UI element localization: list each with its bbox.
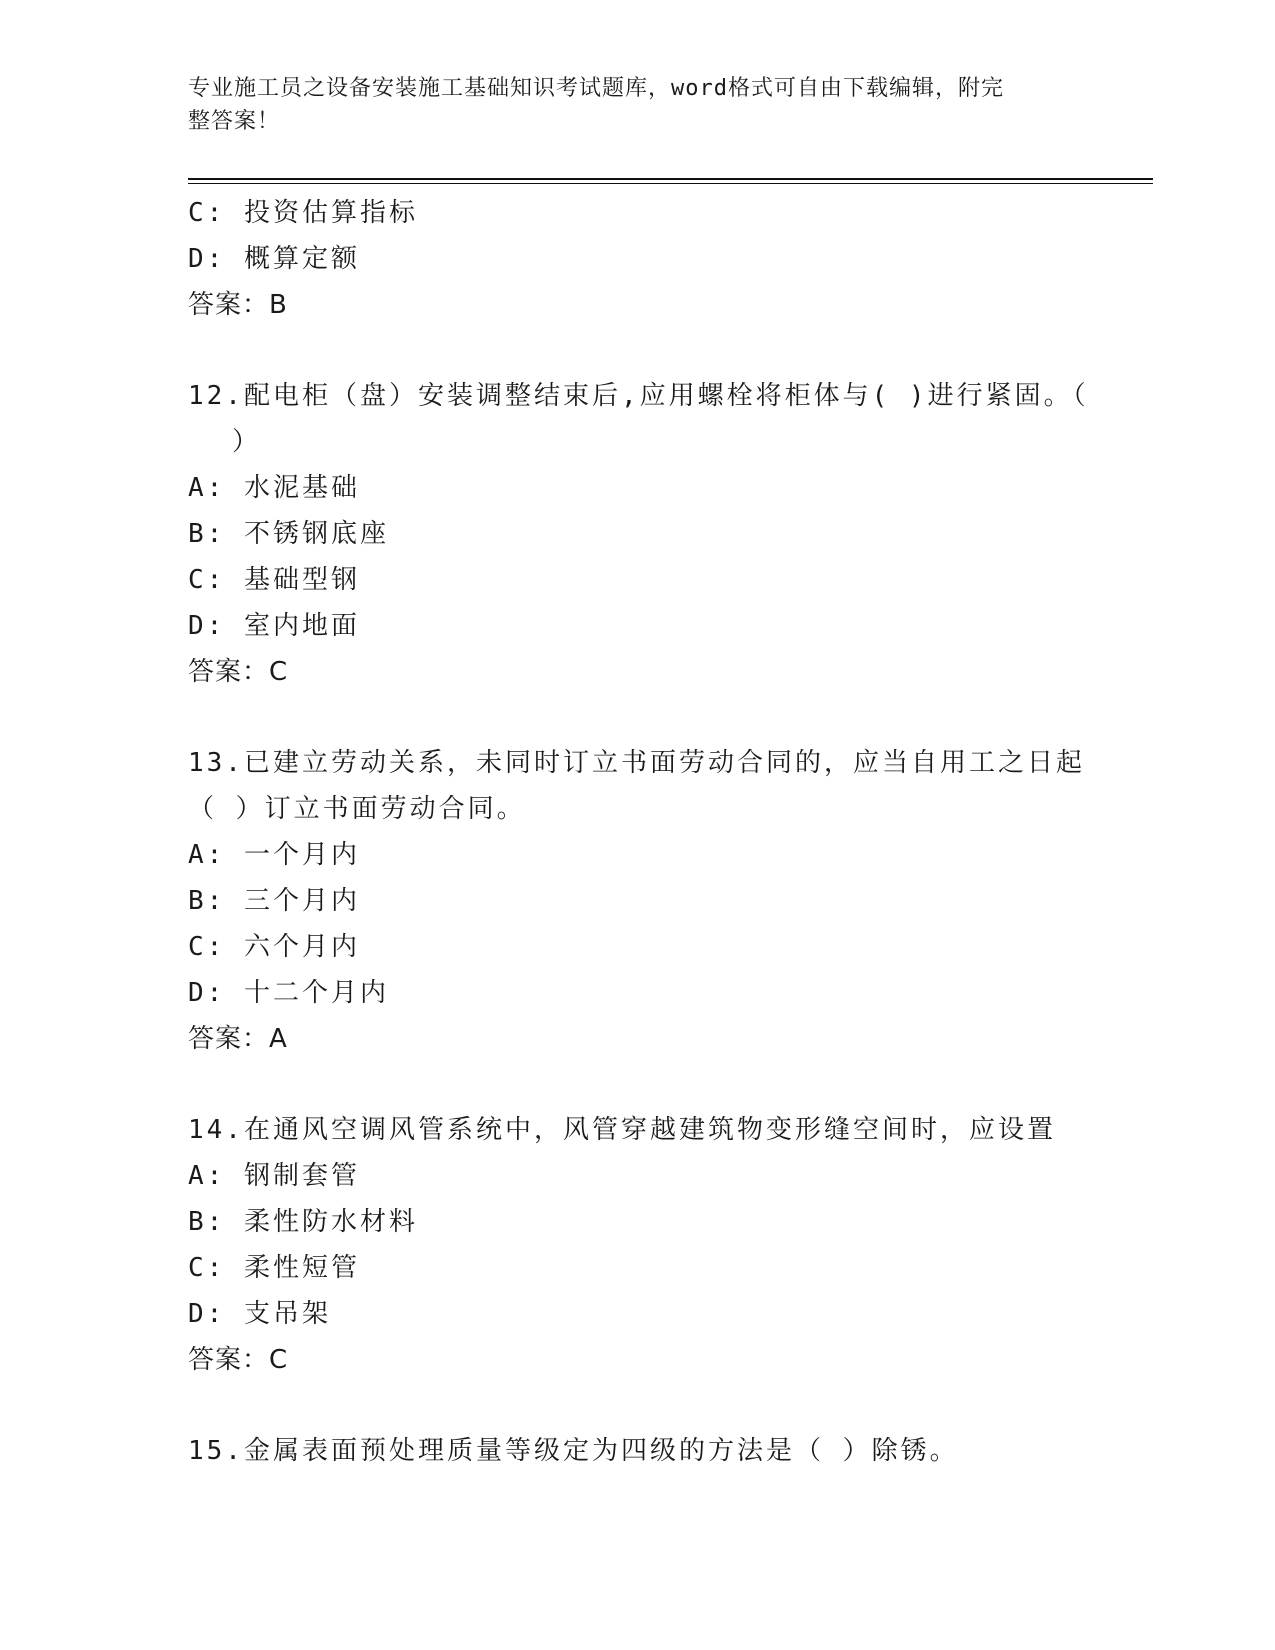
q14-option-a: A: 钢制套管 [188, 1161, 360, 1191]
q13-option-b: B: 三个月内 [188, 886, 360, 916]
q14-option-b: B: 柔性防水材料 [188, 1207, 418, 1237]
q12-stem-line-2: ） [232, 427, 262, 457]
q13-stem-line-2: （ ）订立书面劳动合同。 [188, 794, 526, 824]
header-divider-thick [188, 178, 1153, 180]
q12-option-c: C: 基础型钢 [188, 565, 360, 595]
q14-answer: 答案：C [188, 1345, 289, 1375]
header-line-2: 整答案！ [188, 109, 281, 134]
q15-stem-line-1: 15.金属表面预处理质量等级定为四级的方法是（ ）除锈。 [188, 1436, 959, 1466]
question-11 [188, 190, 1153, 328]
q14-option-d: D: 支吊架 [188, 1299, 331, 1329]
header-divider-thin [188, 183, 1153, 184]
question-spacer [188, 1062, 1153, 1107]
q14-stem-line-1: 14.在通风空调风管系统中，风管穿越建筑物变形缝空间时，应设置 [188, 1115, 1056, 1145]
header-line-1: 专业施工员之设备安装施工基础知识考试题库，word格式可自由下载编辑，附完 [188, 76, 1004, 101]
q12-option-d: D: 室内地面 [188, 611, 360, 641]
q11-option-c: C: 投资估算指标 [188, 198, 418, 228]
q12-option-b: B: 不锈钢底座 [188, 519, 389, 549]
q12-answer: 答案：C [188, 657, 289, 687]
question-spacer [188, 328, 1153, 373]
q11-option-d: D: 概算定额 [188, 244, 360, 274]
question-15 [188, 1428, 1153, 1474]
question-14 [188, 1107, 1153, 1383]
q14-option-c: C: 柔性短管 [188, 1253, 360, 1283]
q13-stem-line-1: 13.已建立劳动关系，未同时订立书面劳动合同的，应当自用工之日起 [188, 748, 1085, 778]
q12-stem-line-1: 12.配电柜（盘）安装调整结束后,应用螺栓将柜体与( )进行紧固。（ [188, 381, 1089, 411]
document-header [188, 72, 1078, 138]
q13-option-d: D: 十二个月内 [188, 978, 389, 1008]
question-12 [188, 373, 1153, 695]
q12-option-a: A: 水泥基础 [188, 473, 360, 503]
q11-answer: 答案：B [188, 290, 288, 320]
question-13 [188, 740, 1153, 1062]
q13-option-a: A: 一个月内 [188, 840, 360, 870]
question-spacer [188, 1383, 1153, 1428]
q13-answer: 答案：A [188, 1024, 288, 1054]
question-list [188, 190, 1153, 1474]
q13-option-c: C: 六个月内 [188, 932, 360, 962]
question-spacer [188, 695, 1153, 740]
